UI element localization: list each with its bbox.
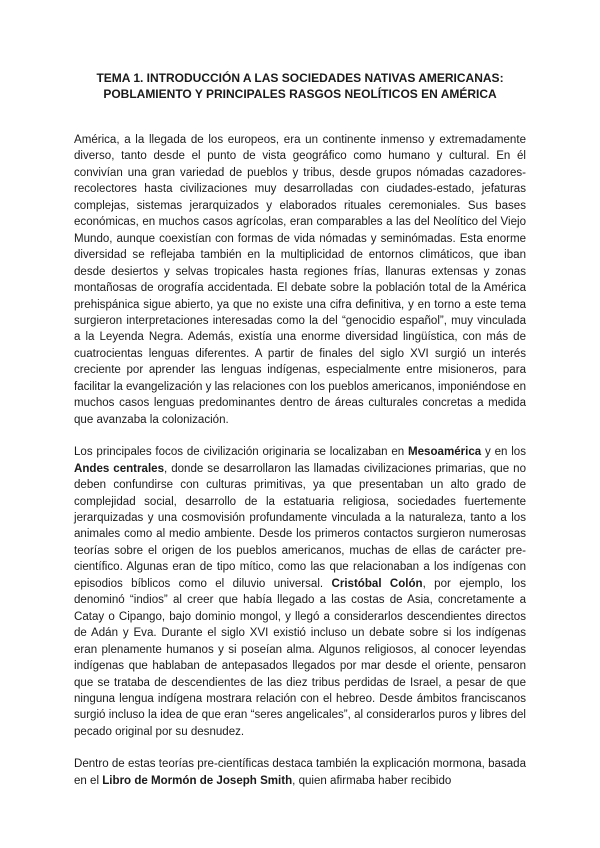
bold-term-mesoamerica: Mesoamérica: [408, 446, 482, 459]
paragraph-3-text-a: Dentro de estas teorías pre-científicas destaca también la explicación mormona, basada en el: [74, 758, 526, 787]
paragraph-3: [74, 756, 526, 789]
title-line-1: TEMA 1. INTRODUCCIÓN A LAS SOCIEDADES NATIVAS AMERICANAS:: [96, 71, 504, 85]
paragraph-2-text-d: , donde se desarrollaron las llamadas civilizaciones primarias, que no deben confundirse con culturas primitivas, ya que presentaban un alto grado de complejidad social, desarrollo de la estatuaria religiosa, sociedades fuertemente jerarquizadas y una cosmovisión profundamente vinculada a la naturaleza, tanto a los animales como al medio ambiente. Desde los primeros contactos surgieron numerosas teorías sobre el origen de los pueblos americanos, muchas de ellas de carácter pre-científico. Algunas eran de tipo mítico, como las que relacionaban a los indígenas con episodios bíblicos como el diluvio universal.: [74, 462, 526, 590]
title-line-2: POBLAMIENTO Y PRINCIPALES RASGOS NEOLÍTICOS EN AMÉRICA: [103, 87, 497, 101]
document-title: [74, 70, 526, 102]
paragraph-3-text-c: , quien afirmaba haber recibido: [292, 774, 452, 787]
bold-term-mormon: Libro de Mormón de Joseph Smith: [102, 774, 293, 787]
paragraph-2-text-a: Los principales focos de civilización originaria se localizaban en: [74, 446, 409, 459]
paragraph-1: América, a la llegada de los europeos, era un continente inmenso y extremadamente diverso, tanto desde el punto de vista geográfico como humano y cultural. En él convivían una gran variedad de pueblos y tribus, desde grupos nómadas cazadores-recolectores hasta civilizaciones muy desarrolladas con ciudades-estado, jefaturas complejas, sistemas jerarquizados y elaborados rituales ceremoniales. Sus bases económicas, en muchos casos agrícolas, eran comparables a las del Neolítico del Viejo Mundo, aunque coexistían con formas de vida nómadas y seminómadas. Esta enorme diversidad se reflejaba también en la multiplicidad de entornos climáticos, que iban desde desiertos y selvas tropicales hasta regiones frías, llanuras extensas y zonas montañosas de orografía accidentada. El debate sobre la población total de la América prehispánica sigue abierto, ya que no existe una cifra definitiva, y en torno a este tema surgieron interpretaciones interesadas como la del “genocidio español”, muy vinculada a la Leyenda Negra. Además, existía una enorme diversidad lingüística, con más de cuatrocientas lenguas diferentes. A partir de finales del siglo XVI surgió un interés creciente por aprender las lenguas indígenas, especialmente entre misioneros, para facilitar la evangelización y las relaciones con los pueblos americanos, imponiéndose en muchos casos lenguas predominantes dentro de áreas culturales concretas a medida que avanzaba la colonización.: [74, 134, 526, 426]
bold-term-andes: Andes centrales: [74, 462, 164, 475]
document-page: [74, 70, 526, 805]
paragraph-2: [74, 444, 526, 740]
bold-term-colon: Cristóbal Colón: [331, 577, 423, 590]
paragraph-2-text-c: y en los: [481, 446, 526, 459]
paragraph-2-text-e: , por ejemplo, los denominó “indios” al creer que había llegado a las costas de Asia, concretamente a Catay o Cipango, bajo dominio mongol, y llegó a considerarlos descendientes directos de Adán y Eva. Durante el siglo XVI existió incluso un debate sobre si los indígenas eran plenamente humanos y si poseían alma. Algunos religiosos, al conocer leyendas indígenas que hablaban de antepasados llegados por mar desde el oriente, pensaron que se trataba de descendientes de las diez tribus perdidas de Israel, a pesar de que ninguna lengua indígena mostrara relación con el hebreo. Desde ámbitos franciscanos surgió incluso la idea de que eran “seres angelicales”, al considerarlos puros y libres del pecado original por su desnudez.: [74, 577, 526, 738]
